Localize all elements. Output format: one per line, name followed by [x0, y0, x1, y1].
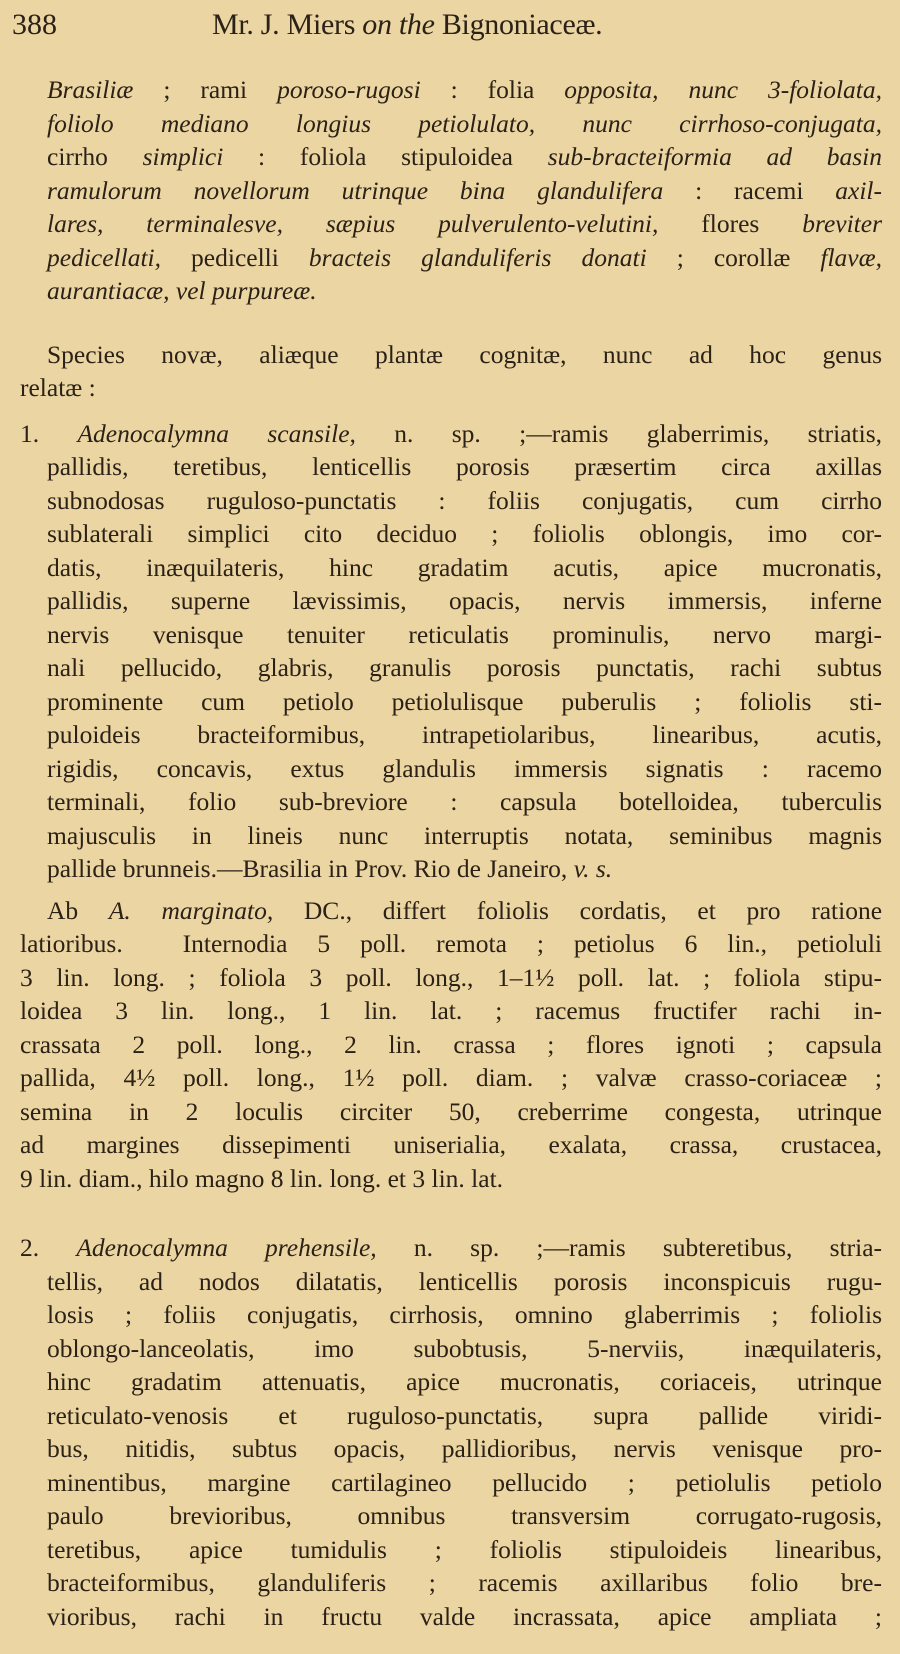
- page-number: 388: [12, 8, 57, 41]
- running-title: [212, 8, 602, 42]
- text: majusculis in lineis nunc interruptis notata, seminibus magnis: [47, 820, 882, 850]
- text: reticulato-venosis et ruguloso-punctatis, supra pallide viridi-: [47, 1400, 882, 1430]
- italic-text: A. marginato,: [108, 895, 274, 925]
- text: pallida, 4½ poll. long., 1½ poll. diam. ; valvæ crasso-coriaceæ ;: [20, 1063, 882, 1092]
- italic-text: foliolo mediano longius petiolulato, nunc cirrhoso-conjugata,: [47, 108, 882, 138]
- title-part-italic: on the: [362, 8, 435, 41]
- text-line: [47, 1499, 882, 1533]
- italic-text: axil-: [835, 175, 883, 205]
- title-part: Bignoniaceæ.: [434, 8, 603, 41]
- text-line: [47, 718, 882, 752]
- text-line: [20, 927, 882, 961]
- italic-text: Adenocalymna scansile,: [77, 418, 356, 448]
- text: ad margines dissepimenti uniserialia, exalata, crassa, crustacea,: [20, 1130, 882, 1159]
- species-entry-2: [20, 1231, 882, 1633]
- text: relatæ :: [20, 373, 96, 402]
- text: terminali, folio sub-breviore : capsula botelloidea, tuberculis: [47, 787, 882, 816]
- text: paulo brevioribus, omnibus transversim corrugato-rugosis,: [47, 1501, 882, 1530]
- text: cirrho: [47, 142, 143, 171]
- text: loidea 3 lin. long., 1 lin. lat. ; racemus fructifer rachi in-: [20, 996, 882, 1025]
- text-line: [20, 894, 882, 928]
- text: sublaterali simplici cito deciduo ; foliolis oblongis, imo cor-: [47, 519, 882, 548]
- text-line: [47, 852, 882, 886]
- italic-text: simplici: [142, 142, 224, 171]
- running-header: [0, 8, 900, 48]
- italic-text: flavæ,: [820, 242, 883, 272]
- text: bracteiformibus, glanduliferis ; racemis axillaribus folio bre-: [47, 1568, 882, 1597]
- text-line: [20, 1128, 882, 1162]
- text-line: [47, 685, 882, 719]
- text: : folia: [420, 75, 565, 104]
- text: DC., differt foliolis cordatis, et pro ratione: [273, 895, 883, 925]
- text-line: [47, 274, 882, 308]
- text: nali pellucido, glabris, granulis porosis punctatis, rachi subtus: [47, 653, 882, 682]
- text-line: [47, 1399, 882, 1433]
- text-line: [20, 1095, 882, 1129]
- text: Species novæ, aliæque plantæ cognitæ, nunc ad hoc genus: [47, 339, 882, 369]
- text: latioribus. Internodia 5 poll. remota ; petiolus 6 lin., petioluli: [20, 929, 882, 958]
- species-intro-paragraph: [20, 338, 882, 405]
- italic-text: ramulorum novellorum utrinque bina glandulifera: [47, 175, 664, 205]
- text-line: [20, 417, 882, 451]
- italic-text: breviter: [802, 209, 883, 238]
- text: losis ; foliis conjugatis, cirrhosis, omnino glaberrimis ; foliolis: [47, 1300, 882, 1329]
- text-line: [20, 994, 882, 1028]
- page-body: [20, 73, 882, 1633]
- text: pallidis, superne lævissimis, opacis, nervis immersis, inferne: [47, 586, 882, 615]
- text: n. sp. ;—ramis glaberrimis, striatis,: [355, 418, 882, 448]
- text-line: [47, 551, 882, 585]
- text: 3 lin. long. ; foliola 3 poll. long., 1–1½ poll. lat. ; foliola stipu-: [20, 962, 882, 992]
- italic-text: opposita, nunc 3-foliolata,: [564, 75, 882, 104]
- text-line: [47, 1365, 882, 1399]
- text: oblongo-lanceolatis, imo subobtusis, 5-nerviis, inæquilateris,: [47, 1333, 882, 1363]
- text: prominente cum petiolo petiolulisque puberulis ; foliolis sti-: [47, 686, 882, 716]
- text-line: [47, 1466, 882, 1500]
- text-line: [47, 1298, 882, 1332]
- text-line: [47, 450, 882, 484]
- text: flores: [658, 209, 803, 238]
- text-line: [47, 517, 882, 551]
- text-line: [47, 785, 882, 819]
- italic-text: poroso-rugosi: [277, 75, 421, 104]
- text: rigidis, concavis, extus glandulis immersis signatis : racemo: [47, 753, 882, 783]
- text-line: [47, 1332, 882, 1366]
- text: minentibus, margine cartilagineo pellucido ; petiolulis petiolo: [47, 1467, 882, 1497]
- text-line: [47, 584, 882, 618]
- text-line: [20, 1028, 882, 1062]
- text-line: [47, 618, 882, 652]
- text-line: [20, 371, 882, 405]
- text-line: [47, 484, 882, 518]
- text: tellis, ad nodos dilatatis, lenticellis porosis inconspicuis rugu-: [47, 1266, 882, 1296]
- species-1-notes-paragraph: [20, 894, 882, 1196]
- text-line: [47, 1533, 882, 1567]
- italic-text: lares, terminalesve, sæpius pulverulento-velutini,: [47, 209, 659, 238]
- text-line: [20, 1231, 882, 1265]
- text-line: [47, 174, 882, 208]
- text-line: [20, 1061, 882, 1095]
- text: puloideis bracteiformibus, intrapetiolaribus, linearibus, acutis,: [47, 720, 882, 749]
- text: hinc gradatim attenuatis, apice mucronatis, coriaceis, utrinque: [47, 1367, 882, 1396]
- text: 1.: [20, 418, 78, 448]
- text-line: [47, 651, 882, 685]
- species-entry-1: [20, 417, 882, 886]
- text: subnodosas ruguloso-punctatis : foliis conjugatis, cum cirrho: [47, 485, 882, 515]
- title-part: Mr. J. Miers: [212, 8, 363, 41]
- text: bus, nitidis, subtus opacis, pallidioribus, nervis venisque pro-: [47, 1434, 882, 1463]
- text: vioribus, rachi in fructu valde incrassata, apice ampliata ;: [47, 1601, 882, 1631]
- italic-text: Brasiliæ: [47, 75, 134, 104]
- italic-text: sub-bracteiformia ad basin: [547, 142, 882, 171]
- text: n. sp. ;—ramis subteretibus, stria-: [376, 1233, 883, 1262]
- genus-description-paragraph: [20, 73, 882, 308]
- italic-text: aurantiacæ, vel purpureæ.: [47, 276, 317, 305]
- text-line: [20, 1162, 882, 1196]
- text: pallide brunneis.—Brasilia in Prov. Rio de Janeiro,: [47, 854, 574, 883]
- text-line: [47, 1432, 882, 1466]
- text: semina in 2 loculis circiter 50, creberrime congesta, utrinque: [20, 1096, 882, 1126]
- text-line: [47, 140, 882, 174]
- text-line: [47, 1600, 882, 1634]
- text: datis, inæquilateris, hinc gradatim acutis, apice mucronatis,: [47, 552, 882, 582]
- text-line: [47, 752, 882, 786]
- text-line: [47, 207, 882, 241]
- italic-text: bracteis glanduliferis donati: [308, 242, 647, 272]
- text: pallidis, teretibus, lenticellis porosis præsertim circa axillas: [47, 452, 882, 481]
- text: ; rami: [133, 75, 278, 104]
- text: ; corollæ: [646, 242, 821, 272]
- text: 2.: [20, 1233, 77, 1262]
- italic-text: v. s.: [573, 854, 613, 883]
- text: teretibus, apice tumidulis ; foliolis stipuloideis linearibus,: [47, 1534, 882, 1564]
- text-line: [47, 1265, 882, 1299]
- text-line: [20, 961, 882, 995]
- text: : foliola stipuloidea: [223, 142, 548, 171]
- italic-text: Adenocalymna prehensile,: [76, 1233, 377, 1262]
- text-line: [47, 1566, 882, 1600]
- text: Ab: [47, 895, 109, 925]
- text-line: [20, 338, 882, 372]
- text: 9 lin. diam., hilo magno 8 lin. long. et 3 lin. lat.: [20, 1163, 504, 1193]
- text: : racemi: [663, 175, 836, 205]
- text-line: [47, 241, 882, 275]
- text-line: [47, 107, 882, 141]
- text: pedicelli: [161, 242, 309, 272]
- text: nervis venisque tenuiter reticulatis prominulis, nervo margi-: [47, 619, 882, 649]
- text-line: [47, 73, 882, 107]
- text-line: [47, 819, 882, 853]
- text: crassata 2 poll. long., 2 lin. crassa ; flores ignoti ; capsula: [20, 1029, 882, 1059]
- italic-text: pedicellati,: [47, 242, 162, 272]
